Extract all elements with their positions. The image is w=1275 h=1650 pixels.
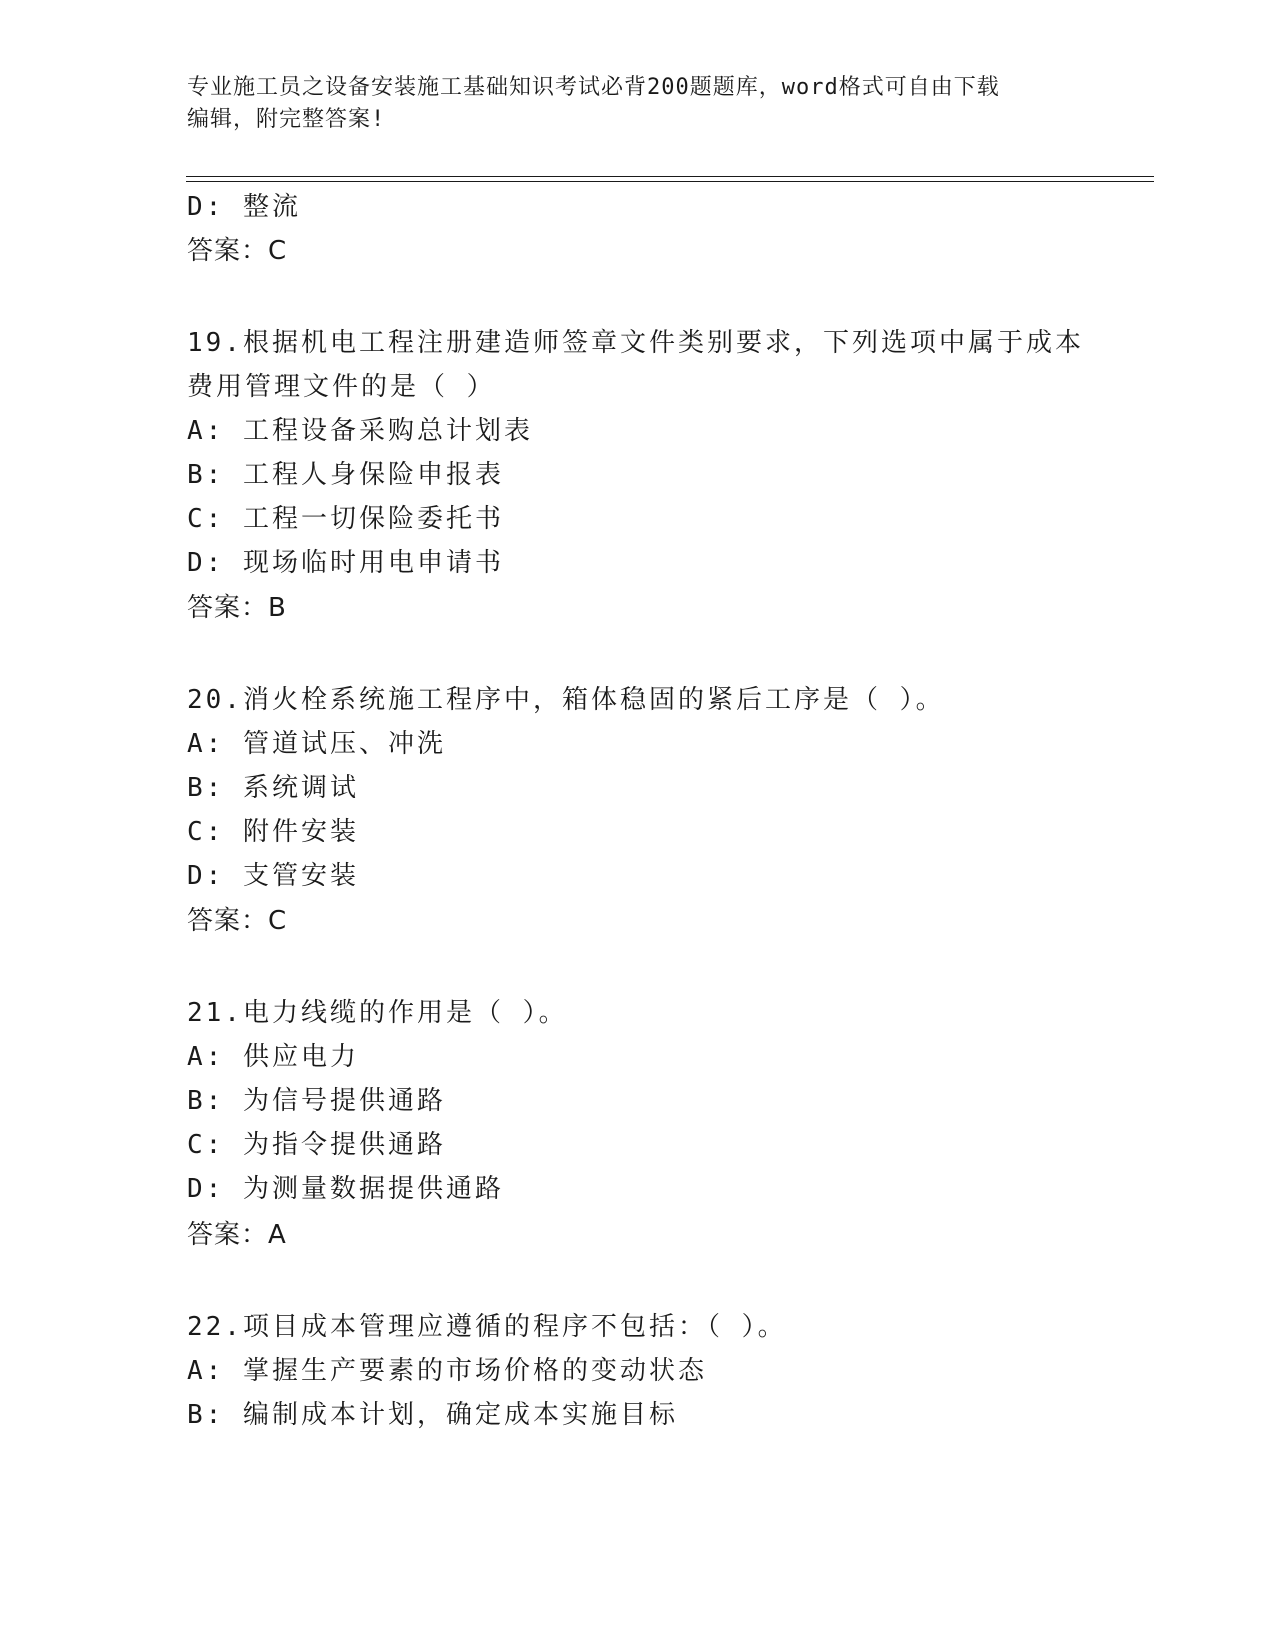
document-header (187, 72, 1087, 136)
question-21-option-d: D: 为测量数据提供通路 (187, 1174, 504, 1204)
question-19-option-a: A: 工程设备采购总计划表 (187, 416, 533, 446)
question-20-option-d: D: 支管安装 (187, 861, 359, 891)
question-22-option-a: A: 掌握生产要素的市场价格的变动状态 (187, 1356, 707, 1386)
question-22-stem: 22.项目成本管理应遵循的程序不包括：（ ）。 (187, 1312, 787, 1342)
question-21-option-c: C: 为指令提供通路 (187, 1130, 446, 1160)
option-d: D: 整流 (187, 192, 301, 222)
question-19-stem-line-1: 19.根据机电工程注册建造师签章文件类别要求，下列选项中属于成本 (187, 328, 1084, 358)
question-19-answer: 答案：B (187, 593, 287, 623)
question-19-option-b: B: 工程人身保险申报表 (187, 460, 504, 490)
question-20-option-b: B: 系统调试 (187, 773, 359, 803)
question-22-option-b: B: 编制成本计划，确定成本实施目标 (187, 1400, 678, 1430)
question-20-option-a: A: 管道试压、冲洗 (187, 729, 446, 759)
answer: 答案：C (187, 236, 288, 266)
question-20-answer: 答案：C (187, 906, 288, 936)
question-21-answer: 答案：A (187, 1220, 287, 1250)
question-20-option-c: C: 附件安装 (187, 817, 359, 847)
header-divider-top (186, 176, 1154, 177)
question-19-stem-line-2: 费用管理文件的是（ ） (187, 372, 496, 402)
question-19-option-d: D: 现场临时用电申请书 (187, 548, 504, 578)
question-21-option-b: B: 为信号提供通路 (187, 1086, 446, 1116)
header-line-2: 编辑，附完整答案! (187, 107, 386, 132)
header-divider-bottom (186, 181, 1154, 182)
question-19-option-c: C: 工程一切保险委托书 (187, 504, 504, 534)
question-21-option-a: A: 供应电力 (187, 1042, 359, 1072)
question-21-stem: 21.电力线缆的作用是（ ）。 (187, 998, 568, 1028)
header-line-1: 专业施工员之设备安装施工基础知识考试必背200题题库，word格式可自由下载 (187, 75, 1000, 100)
question-20-stem: 20.消火栓系统施工程序中，箱体稳固的紧后工序是（ ）。 (187, 685, 945, 715)
